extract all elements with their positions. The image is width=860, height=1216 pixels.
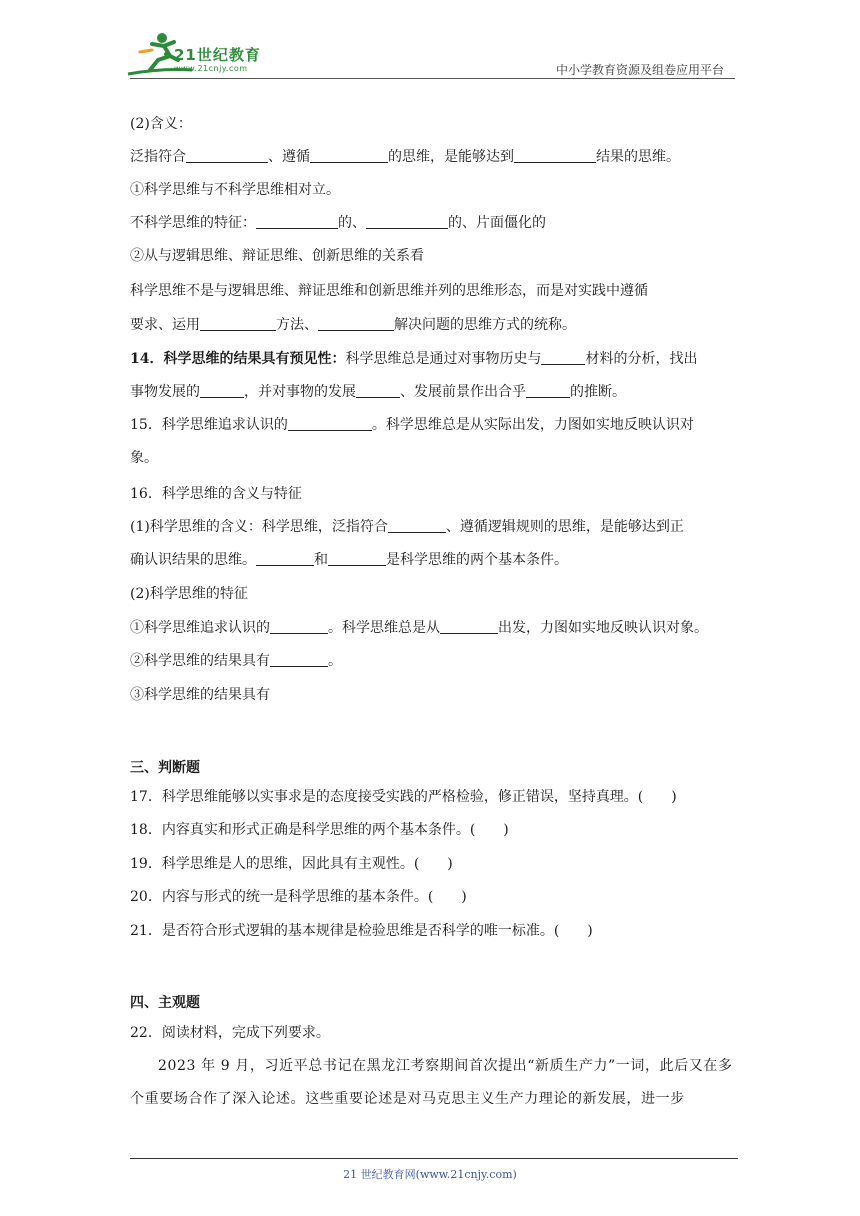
text-line: 确认识结果的思维。 和 是科学思维的两个基本条件。 <box>130 552 568 568</box>
footer-divider <box>130 1158 738 1159</box>
judgment-item: 17．科学思维能够以实事求是的态度接受实践的严格检验，修正错误，坚持真理。( ) <box>130 789 677 805</box>
fill-blank[interactable] <box>256 214 338 229</box>
footer-link[interactable]: 21 世纪教育网(www.21cnjy.com) <box>343 1168 517 1181</box>
judgment-item: 18．内容真实和形式正确是科学思维的两个基本条件。( ) <box>130 822 509 838</box>
fill-blank[interactable] <box>541 350 585 365</box>
judgment-item: 20．内容与形式的统一是科学思维的基本条件。( ) <box>130 889 467 905</box>
reading-material: 2023 年 9 月，习近平总书记在黑龙江考察期间首次提出“新质生产力”一词，此后又在多个重要场合作了深入论述。这些重要论述是对马克思主义生产力理论的新发展，进一步 <box>130 1058 733 1107</box>
section-title: 三、判断题 <box>130 760 200 776</box>
text-line: ①科学思维与不科学思维相对立。 <box>130 182 340 198</box>
judgment-item: 19．科学思维是人的思维，因此具有主观性。( ) <box>130 856 453 872</box>
fill-blank[interactable] <box>256 551 314 566</box>
fill-blank[interactable] <box>310 148 388 163</box>
logo-url: www.21cnjy.com <box>174 64 248 73</box>
text-line: 14．科学思维的结果具有预见性：科学思维总是通过对事物历史与 材料的分析，找出 <box>130 351 698 367</box>
fill-blank[interactable] <box>200 383 244 398</box>
section-title: 四、主观题 <box>130 995 200 1011</box>
text-line: 科学思维不是与逻辑思维、辩证思维和创新思维并列的思维形态，而是对实践中遵循 <box>130 283 648 299</box>
judgment-item: 21．是否符合形式逻辑的基本规律是检验思维是否科学的唯一标准。( ) <box>130 923 593 939</box>
fill-blank[interactable] <box>270 619 328 634</box>
fill-blank[interactable] <box>356 383 400 398</box>
text-line: ②从与逻辑思维、辩证思维、创新思维的关系看 <box>130 248 424 264</box>
fill-blank[interactable] <box>270 652 328 667</box>
fill-blank[interactable] <box>526 383 570 398</box>
text-line: ③科学思维的结果具有 <box>130 687 270 703</box>
text-line: 事物发展的 ，并对事物的发展 、发展前景作出合乎 的推断。 <box>130 384 626 400</box>
fill-blank[interactable] <box>388 518 446 533</box>
text-line: (2)科学思维的特征 <box>130 586 248 602</box>
logo-text: 21世纪教育 <box>174 46 261 64</box>
fill-blank[interactable] <box>200 316 276 331</box>
header-platform-name: 中小学教育资源及组卷应用平台 <box>555 63 724 77</box>
question-text: 22．阅读材料，完成下列要求。 <box>130 1025 330 1041</box>
text-line: 不科学思维的特征： 的、 的、片面僵化的 <box>130 215 546 231</box>
fill-blank[interactable] <box>318 316 394 331</box>
fill-blank[interactable] <box>328 551 386 566</box>
text-line: ②科学思维的结果具有 。 <box>130 653 342 669</box>
text-line: 16．科学思维的含义与特征 <box>130 486 302 502</box>
fill-blank[interactable] <box>186 148 268 163</box>
fill-blank[interactable] <box>288 416 372 431</box>
header-divider <box>130 78 735 79</box>
text-line: 15．科学思维追求认识的 。科学思维总是从实际出发，力图如实地反映认识对 <box>130 417 694 433</box>
text-line: (1)科学思维的含义：科学思维，泛指符合 、遵循逻辑规则的思维，是能够达到正 <box>130 519 684 535</box>
text-line: ①科学思维追求认识的 。科学思维总是从 出发，力图如实地反映认识对象。 <box>130 620 708 636</box>
text-line: (2)含义： <box>130 116 192 132</box>
text-line: 要求、运用 方法、 解决问题的思维方式的统称。 <box>130 317 576 333</box>
page-header <box>0 0 860 90</box>
fill-blank[interactable] <box>440 619 498 634</box>
fill-blank[interactable] <box>366 214 448 229</box>
text-line: 象。 <box>130 450 158 466</box>
text-line: 泛指符合 、遵循 的思维，是能够达到 结果的思维。 <box>130 149 680 165</box>
fill-blank[interactable] <box>514 148 596 163</box>
